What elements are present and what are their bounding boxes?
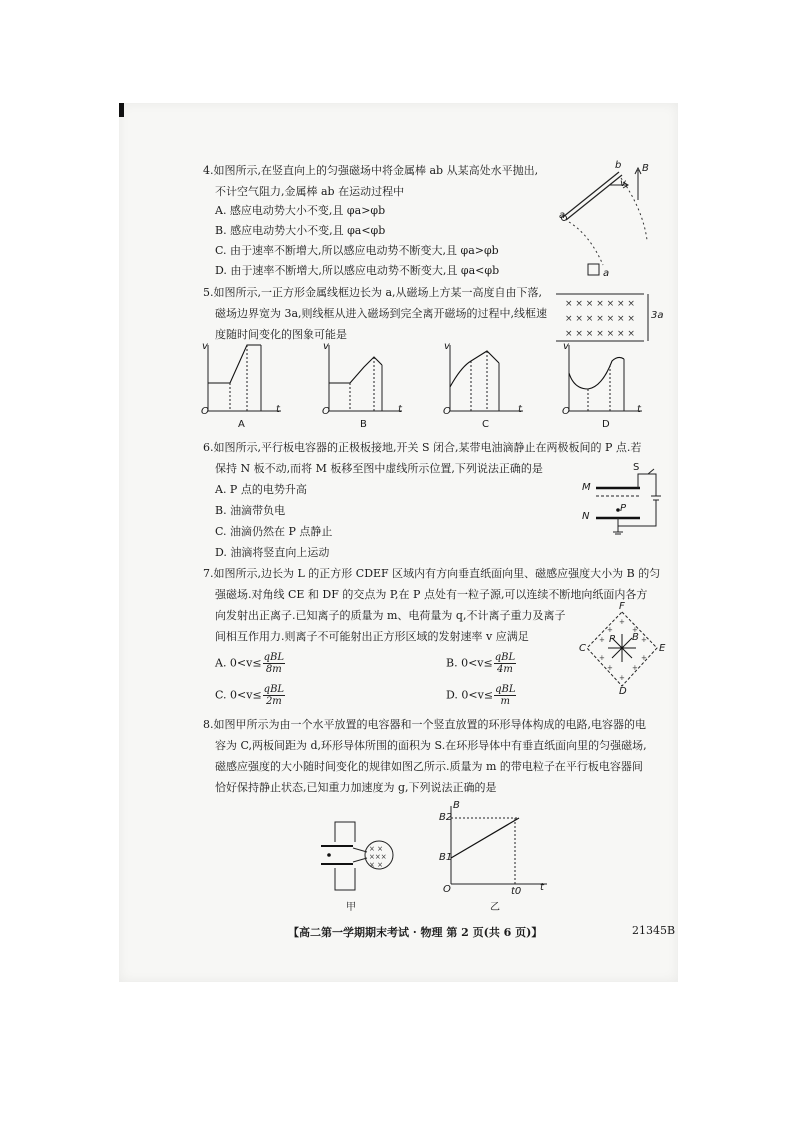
- q4-fig-label-a: a: [559, 210, 566, 221]
- q6-fig-label-S: S: [633, 462, 640, 473]
- q7-fig-label-E: E: [659, 643, 666, 654]
- svg-text:× × × × × × ×: × × × × × × ×: [565, 314, 635, 324]
- q5-stem-line3: 度随时间变化的图象可能是: [215, 328, 347, 341]
- q7-option-a-prefix: A. 0<v≤: [215, 656, 262, 670]
- q5-graph-a-t: t: [276, 404, 280, 415]
- q8-fig-yi-label-B2: B2: [439, 812, 453, 823]
- q8-fig-yi-origin: O: [443, 884, 451, 895]
- q7-option-d-fraction: [494, 684, 516, 707]
- svg-text:×××: ×××: [369, 853, 387, 861]
- q6-fig-label-M: M: [582, 482, 591, 493]
- q5-graph-b-origin: O: [322, 406, 330, 417]
- q6-option-a: A. P 点的电势升高: [215, 483, 307, 496]
- q7-option-d-numerator: qBL: [495, 684, 516, 695]
- q8-fig-yi-label-t: t: [540, 882, 544, 893]
- q7-stem-line2: 强磁场.对角线 CE 和 DF 的交点为 P,在 P 点处有一粒子源,可以连续不断地向纸面内各方: [215, 588, 648, 601]
- q8-stem-line4: 恰好保持静止状态,已知重力加速度为 g,下列说法正确的是: [215, 781, 497, 794]
- q7-option-c-numerator: qBL: [263, 684, 285, 695]
- q8-fig-yi-label-B: B: [453, 800, 460, 811]
- q7-option-a-denominator: 8m: [265, 664, 282, 675]
- q8-fig-yi-caption: 乙: [490, 902, 500, 913]
- q7-option-b-prefix: B. 0<v≤: [446, 656, 493, 670]
- q5-graph-c-v: v: [444, 341, 450, 352]
- q6-stem-line1: 6.如图所示,平行板电容器的正极板接地,开关 S 闭合,某带电油滴静止在两极板间的 P 点.若: [203, 441, 642, 454]
- q5-graph-c: [447, 345, 527, 415]
- svg-text:× ×: × ×: [369, 861, 383, 869]
- q4-option-d: D. 由于速率不断增大,所以感应电动势不断变大,且 φa<φb: [215, 264, 500, 277]
- svg-text:+: +: [641, 636, 647, 644]
- q7-option-a-fraction: [263, 652, 285, 675]
- q7-option-b-fraction: [494, 652, 516, 675]
- q5-graph-b: [326, 345, 406, 415]
- q4-fig-label-b: b: [615, 160, 622, 171]
- q4-stem-line2: 不计空气阻力,金属棒 ab 在运动过程中: [215, 185, 405, 198]
- svg-text:+: +: [641, 654, 647, 662]
- q5-graph-d: [566, 345, 646, 415]
- svg-text:+: +: [632, 664, 638, 672]
- q5-graph-c-t: t: [518, 404, 522, 415]
- q4-fig-label-B: B: [642, 163, 649, 174]
- q4-figure: [555, 160, 670, 290]
- q7-option-c-denominator: 2m: [265, 696, 282, 707]
- svg-text:+: +: [607, 664, 613, 672]
- scan-mark: [119, 103, 124, 117]
- q5-graph-a-name: A: [238, 419, 245, 430]
- q7-option-b-denominator: 4m: [497, 664, 513, 675]
- q7-square-field-figure: [585, 610, 660, 690]
- q4-option-a: A. 感应电动势大小不变,且 φa>φb: [215, 204, 386, 217]
- q4-stem-line1: 4.如图所示,在竖直向上的匀强磁场中将金属棒 ab 从某高处水平抛出,: [203, 164, 539, 177]
- q7-fig-label-B: B: [632, 632, 639, 643]
- q7-stem-line3: 向发射出正离子.已知离子的质量为 m、电荷量为 q,不计离子重力及离子: [215, 609, 566, 622]
- q7-fig-label-F: F: [619, 601, 625, 612]
- q4-option-c: C. 由于速率不断增大,所以感应电动势不断变大,且 φa>φb: [215, 244, 499, 257]
- q5-graph-d-name: D: [602, 419, 610, 430]
- q6-option-b: B. 油滴带负电: [215, 504, 286, 517]
- q7-option-b-numerator: qBL: [494, 652, 516, 663]
- q6-option-d: D. 油滴将竖直向上运动: [215, 546, 330, 559]
- q8-fig-yi-label-B1: B1: [439, 852, 453, 863]
- q7-option-b: [446, 652, 516, 675]
- q8-stem-line3: 磁感应强度的大小随时间变化的规律如图乙所示.质量为 m 的带电粒子在平行板电容器间: [215, 760, 643, 773]
- q6-capacitor-figure: [590, 466, 665, 538]
- q7-stem-line1: 7.如图所示,边长为 L 的正方形 CDEF 区域内有方向垂直纸面向里、磁感应强度大小为 B 的匀: [203, 567, 661, 580]
- q8-stem-line1: 8.如图甲所示为由一个水平放置的电容器和一个竖直放置的环形导体构成的电路,电容器的电: [203, 718, 646, 731]
- q6-fig-label-P: P: [620, 503, 627, 514]
- svg-text:× ×: × ×: [369, 845, 383, 853]
- q8-figure-jia: [305, 818, 405, 898]
- q7-fig-label-C: C: [579, 643, 586, 654]
- q5-graph-d-t: t: [637, 404, 641, 415]
- svg-text:+: +: [619, 674, 625, 682]
- q4-option-b: B. 感应电动势大小不变,且 φa<φb: [215, 224, 386, 237]
- q7-option-c-prefix: C. 0<v≤: [215, 688, 262, 702]
- q7-option-c: [215, 684, 285, 707]
- svg-text:+: +: [607, 626, 613, 634]
- svg-text:+: +: [599, 636, 605, 644]
- q6-fig-label-N: N: [582, 511, 590, 522]
- q7-fig-label-P: P: [609, 634, 616, 645]
- q5-stem-line2: 磁场边界宽为 3a,则线框从进入磁场到完全离开磁场的过程中,线框速: [215, 307, 548, 320]
- q8-figure-yi-graph: [447, 806, 552, 888]
- q6-stem-line2: 保持 N 板不动,而将 M 板移至图中虚线所示位置,下列说法正确的是: [215, 462, 543, 475]
- q7-option-d-prefix: D. 0<v≤: [446, 688, 494, 702]
- q5-graph-c-name: C: [482, 419, 489, 430]
- q7-option-c-fraction: [263, 684, 285, 707]
- q5-graph-a-v: v: [202, 341, 208, 352]
- q5-field-width-label: 3a: [651, 310, 664, 321]
- q5-stem-line1: 5.如图所示,一正方形金属线框边长为 a,从磁场上方某一高度自由下落,: [203, 286, 543, 299]
- q7-option-a: [215, 652, 285, 675]
- paper-code: 21345B: [632, 924, 676, 937]
- q5-square-label: a: [603, 268, 610, 279]
- q8-stem-line2: 容为 C,两板间距为 d,环形导体所围的面积为 S.在环形导体中有垂直纸面向里的匀强磁场,: [215, 739, 647, 752]
- q5-graph-b-name: B: [360, 419, 367, 430]
- svg-text:× × × × × × ×: × × × × × × ×: [565, 329, 635, 339]
- q5-field-figure: [556, 292, 651, 344]
- q5-graph-b-t: t: [398, 404, 402, 415]
- q5-graph-d-origin: O: [562, 406, 570, 417]
- svg-text:+: +: [619, 618, 625, 626]
- svg-text:+: +: [632, 626, 638, 634]
- page-footer: 【高二第一学期期末考试 · 物理 第 2 页(共 6 页)】: [288, 926, 543, 939]
- q4-fig-label-v: v: [620, 178, 626, 189]
- q7-option-d-denominator: m: [500, 696, 511, 707]
- q7-option-d: [446, 684, 516, 707]
- q6-option-c: C. 油滴仍然在 P 点静止: [215, 525, 333, 538]
- q8-fig-jia-caption: 甲: [346, 902, 356, 913]
- svg-text:× × × × × × ×: × × × × × × ×: [565, 299, 635, 309]
- q7-option-a-numerator: qBL: [263, 652, 284, 663]
- q5-graph-c-origin: O: [443, 406, 451, 417]
- q5-graph-d-v: v: [563, 341, 569, 352]
- q8-fig-yi-label-t0: t0: [511, 886, 522, 897]
- q5-graph-a-origin: O: [201, 406, 209, 417]
- q7-stem-line4: 间相互作用力.则离子不可能射出正方形区域的发射速率 v 应满足: [215, 630, 529, 643]
- q5-graph-a: [205, 345, 285, 415]
- q5-graph-b-v: v: [323, 341, 329, 352]
- q7-fig-label-D: D: [619, 686, 627, 697]
- svg-text:+: +: [599, 654, 605, 662]
